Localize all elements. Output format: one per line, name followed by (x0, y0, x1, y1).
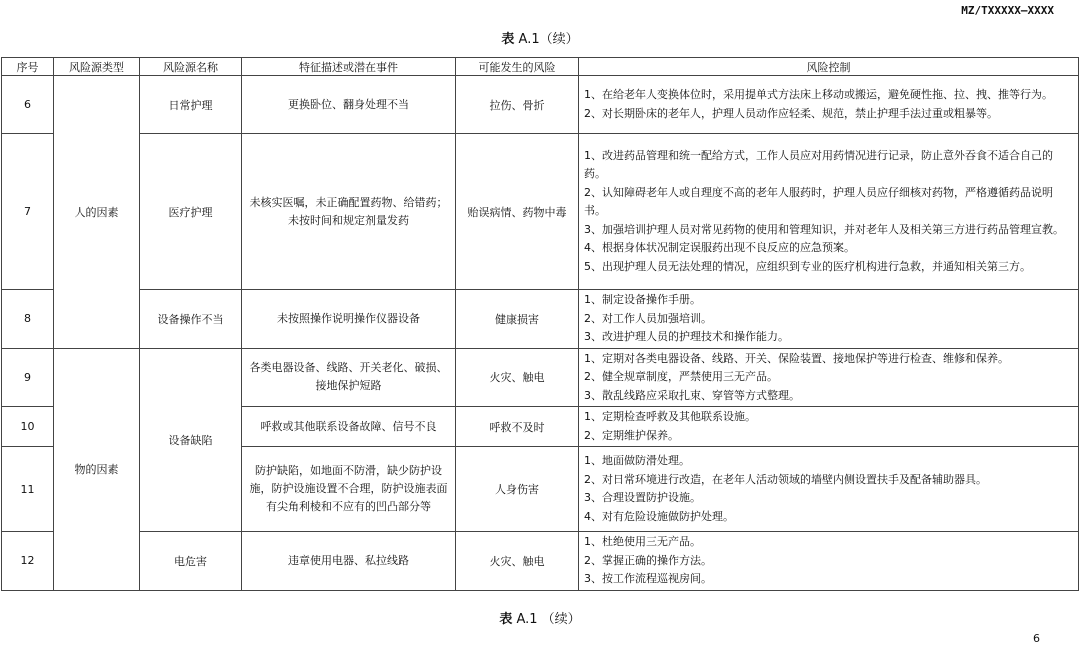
source-type-physical: 物的因素 (54, 348, 140, 590)
control-item: 3、合理设置防护设施。 (584, 491, 701, 504)
control-item: 2、定期维护保养。 (584, 428, 679, 442)
control-item: 1、地面做防滑处理。 (584, 454, 690, 467)
col-header-source-name: 风险源名称 (140, 58, 242, 76)
control-item: 4、对有危险设施做防护处理。 (584, 509, 734, 523)
control-measures (579, 290, 1079, 349)
control-item: 3、加强培训护理人员对常见药物的使用和管理知识，并对老年人及相关第三方进行药品管理宣教。 (584, 222, 1064, 236)
table-header-row (2, 58, 1079, 76)
control-item: 1、定期检查呼救及其他联系设施。 (584, 410, 756, 423)
page-number: 6 (1033, 632, 1040, 645)
control-item: 2、掌握正确的操作方法。 (584, 553, 712, 567)
risk: 人身伤害 (456, 447, 579, 532)
control-measures (579, 348, 1079, 407)
control-item: 1、杜绝使用三无产品。 (584, 535, 701, 548)
risk: 贻误病情、药物中毒 (456, 134, 579, 290)
description: 未按照操作说明操作仪器设备 (242, 290, 456, 349)
description: 未核实医嘱，未正确配置药物、给错药；未按时间和规定剂量发药 (242, 134, 456, 290)
source-name: 设备操作不当 (140, 290, 242, 349)
risk: 火灾、触电 (456, 348, 579, 407)
control-item: 3、按工作流程巡视房间。 (584, 572, 712, 585)
col-header-description: 特征描述或潜在事件 (242, 58, 456, 76)
row-number: 11 (2, 447, 54, 532)
control-item: 2、认知障碍老年人或自理度不高的老年人服药时，护理人员应仔细核对药物，严格遵循药品说明书。 (584, 185, 1053, 218)
control-item: 3、散乱线路应采取扎束、穿管等方式整理。 (584, 388, 800, 402)
control-item: 2、对日常环境进行改造，在老年人活动领域的墙壁内侧设置扶手及配备辅助器具。 (584, 472, 987, 486)
table-row (2, 348, 1079, 407)
col-header-risk: 可能发生的风险 (456, 58, 579, 76)
row-number: 10 (2, 407, 54, 447)
source-name: 医疗护理 (140, 134, 242, 290)
description: 各类电器设备、线路、开关老化、破损、接地保护短路 (242, 348, 456, 407)
control-measures (579, 447, 1079, 532)
row-number: 9 (2, 348, 54, 407)
description: 更换卧位、翻身处理不当 (242, 76, 456, 134)
table-row (2, 134, 1079, 290)
control-item: 3、改进护理人员的护理技术和操作能力。 (584, 330, 789, 343)
control-item: 1、制定设备操作手册。 (584, 293, 701, 306)
table-title-number: A.1（续） (518, 32, 579, 47)
source-name: 电危害 (140, 532, 242, 591)
source-name-equipment-defect: 设备缺陷 (140, 348, 242, 532)
table-continuation-title (0, 608, 1080, 627)
col-header-control: 风险控制 (579, 58, 1079, 76)
description: 防护缺陷，如地面不防滑，缺少防护设施，防护设施设置不合理，防护设施表面有尖角利棱和不应有的凹凸部分等 (242, 447, 456, 532)
col-header-source-type: 风险源类型 (54, 58, 140, 76)
document-code: MZ/TXXXXX—XXXX (961, 4, 1054, 17)
row-number: 6 (2, 76, 54, 134)
control-measures (579, 532, 1079, 591)
description: 违章使用电器、私拉线路 (242, 532, 456, 591)
control-measures (579, 134, 1079, 290)
risk: 火灾、触电 (456, 532, 579, 591)
control-item: 1、改进药品管理和统一配给方式，工作人员应对用药情况进行记录，防止意外吞食不适合自己的药。 (584, 148, 1053, 181)
footer-title-number: A.1 （续） (516, 612, 581, 627)
control-measures (579, 76, 1079, 134)
control-item: 1、定期对各类电器设备、线路、开关、保险装置、接地保护等进行检查、维修和保养。 (584, 351, 1009, 365)
control-item: 2、对工作人员加强培训。 (584, 311, 712, 325)
control-item: 2、对长期卧床的老年人，护理人员动作应轻柔、规范，禁止护理手法过重或粗暴等。 (584, 106, 998, 120)
control-item: 2、健全规章制度，严禁使用三无产品。 (584, 370, 778, 383)
table-row (2, 76, 1079, 134)
risk-table (1, 57, 1079, 591)
description: 呼救或其他联系设备故障、信号不良 (242, 407, 456, 447)
col-header-number: 序号 (2, 58, 54, 76)
risk: 呼救不及时 (456, 407, 579, 447)
table-row (2, 290, 1079, 349)
control-item: 5、出现护理人员无法处理的情况，应组织到专业的医疗机构进行急救，并通知相关第三方。 (584, 259, 1031, 273)
control-item: 4、根据身体状况制定误服药出现不良反应的应急预案。 (584, 241, 855, 255)
table-title-label: 表 (501, 32, 515, 47)
row-number: 7 (2, 134, 54, 290)
table-title (0, 28, 1080, 47)
risk: 健康损害 (456, 290, 579, 349)
control-item: 1、在给老年人变换体位时，采用提单式方法床上移动或搬运，避免硬性拖、拉、拽、推等行为。 (584, 88, 1053, 101)
footer-title-label: 表 (499, 612, 513, 627)
risk: 拉伤、骨折 (456, 76, 579, 134)
row-number: 8 (2, 290, 54, 349)
source-name: 日常护理 (140, 76, 242, 134)
control-measures (579, 407, 1079, 447)
source-type-human: 人的因素 (54, 76, 140, 349)
table-row (2, 532, 1079, 591)
row-number: 12 (2, 532, 54, 591)
